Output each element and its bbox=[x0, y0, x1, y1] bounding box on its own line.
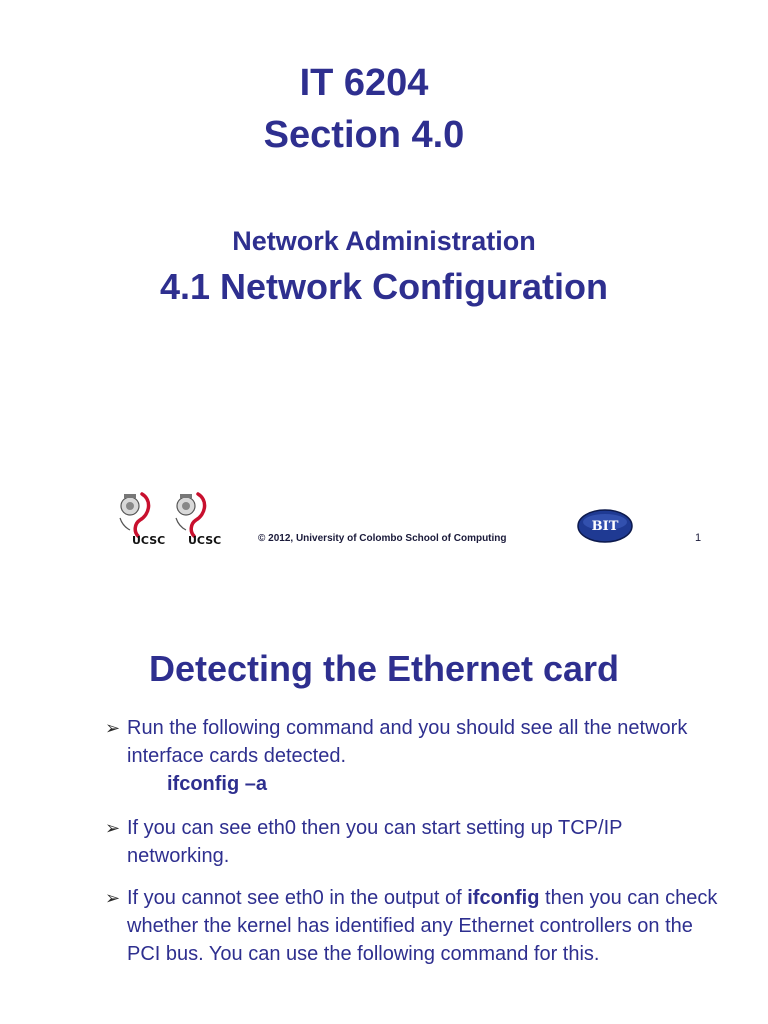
section-title: Section 4.0 bbox=[263, 114, 465, 156]
course-code: IT 6204 bbox=[299, 62, 429, 104]
topic-title: 4.1 Network Configuration bbox=[159, 266, 609, 307]
arrow-bullet-icon: ➢ bbox=[105, 888, 121, 908]
arrow-bullet-icon: ➢ bbox=[105, 818, 121, 838]
bit-oval-icon bbox=[576, 508, 634, 544]
ucsc-logo bbox=[168, 488, 230, 550]
slide-title: Detecting the Ethernet card bbox=[148, 648, 620, 689]
ucsc-crest-icon bbox=[168, 488, 230, 550]
content-slide bbox=[0, 578, 768, 1024]
arrow-bullet-icon: ➢ bbox=[105, 718, 121, 738]
bullet-text: Run the following command and you should see all the network interface cards detected. bbox=[127, 717, 688, 767]
bullet-item bbox=[105, 814, 725, 870]
bullet-item bbox=[105, 714, 725, 798]
bullet-text-after: then you can check whether the kernel has identified any Ethernet controllers on the PCI bus. You can use the following command for this. bbox=[127, 887, 718, 965]
bit-logo bbox=[576, 508, 634, 544]
bullet-item bbox=[105, 884, 725, 968]
svg-text:UCSC: UCSC bbox=[188, 534, 222, 547]
svg-text:UCSC: UCSC bbox=[132, 534, 166, 547]
bullet-inline-command: ifconfig bbox=[467, 887, 540, 909]
ucsc-logo bbox=[112, 488, 174, 550]
slide-subtitle: Network Administration bbox=[232, 226, 536, 256]
copyright-text: © 2012, University of Colombo School of Computing bbox=[258, 533, 507, 544]
bullet-text: If you can see eth0 then you can start setting up TCP/IP networking. bbox=[127, 817, 623, 867]
command-text: ifconfig –a bbox=[167, 773, 268, 795]
bullet-list bbox=[105, 714, 725, 968]
page-number: 1 bbox=[695, 532, 702, 544]
ucsc-crest-icon bbox=[112, 488, 174, 550]
bullet-text-before: If you cannot see eth0 in the output of bbox=[127, 887, 468, 909]
svg-text:BIT: BIT bbox=[591, 519, 619, 534]
